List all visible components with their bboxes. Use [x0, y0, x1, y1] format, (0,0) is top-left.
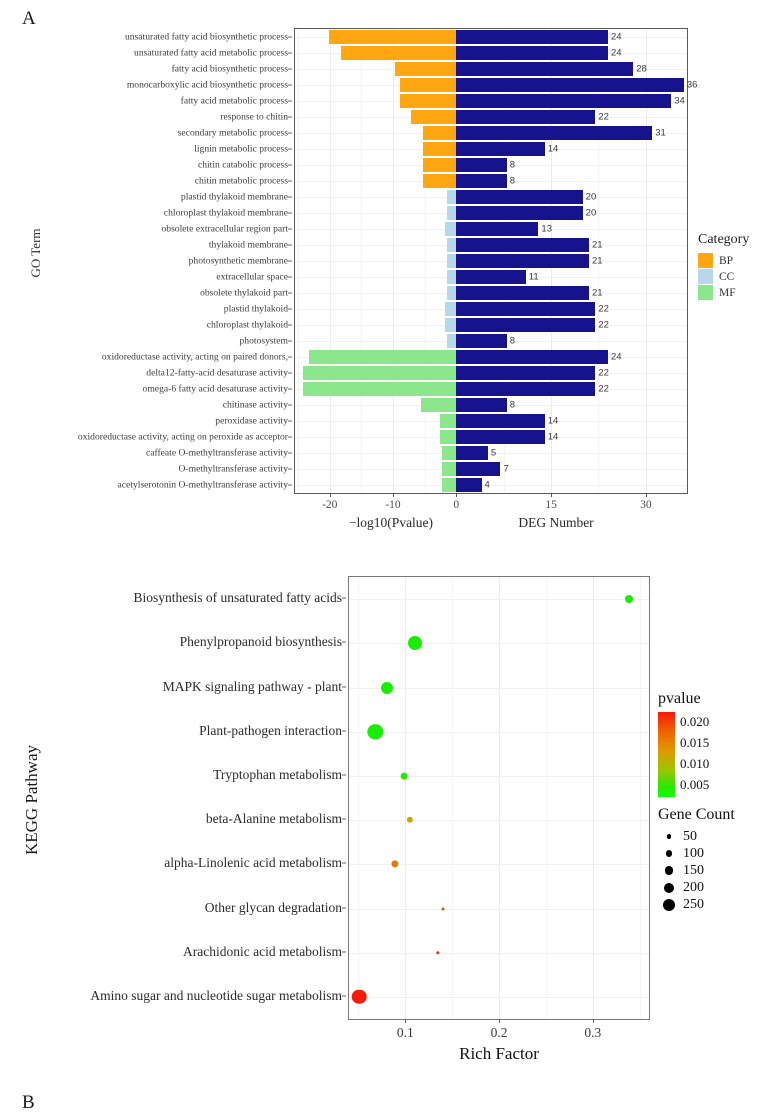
go-bar-row: [295, 142, 687, 157]
go-term-tickmark: [288, 37, 292, 38]
go-deg-value-label: 28: [636, 63, 647, 75]
go-term-label: chloroplast thylakoid: [206, 319, 288, 331]
go-term-label: plastid thylakoid membrane: [180, 191, 288, 203]
gene-count-legend-dot-cell: [658, 834, 680, 838]
panel-b-pvalue-legend-title: pvalue: [658, 690, 701, 707]
go-pvalue-bar: [445, 222, 456, 237]
go-deg-value-label: 22: [598, 383, 609, 395]
go-pvalue-bar: [442, 462, 456, 477]
panel-a-legend-title: Category: [698, 232, 750, 247]
gene-count-legend-item[interactable]: [658, 862, 735, 879]
go-deg-bar: [456, 78, 684, 93]
go-term-tickmark: [288, 69, 292, 70]
go-term-tickmark: [288, 53, 292, 54]
panel-b-y-axis-label: KEGG Pathway: [22, 745, 41, 856]
go-pvalue-bar: [400, 94, 456, 109]
go-term-label: omega-6 fatty acid desaturase activity: [142, 383, 288, 395]
panel-a-x-tick-label: 30: [640, 499, 652, 511]
go-bar-row: [295, 238, 687, 253]
go-deg-bar: [456, 270, 526, 285]
go-term-tickmark: [288, 453, 292, 454]
go-term-label: peroxidase activity: [215, 415, 288, 427]
go-pvalue-bar: [395, 62, 456, 77]
go-deg-bar: [456, 174, 507, 189]
kegg-pathway-tickmark: [342, 995, 346, 996]
go-deg-value-label: 22: [598, 319, 609, 331]
panel-a-x-tick-label: -10: [385, 499, 401, 511]
go-deg-value-label: 22: [598, 303, 609, 315]
panel-b-x-axis-label: Rich Factor: [459, 1044, 539, 1063]
panel-a-plot-area: [294, 28, 698, 494]
go-deg-bar: [456, 286, 589, 301]
kegg-pathway-tickmark: [342, 951, 346, 952]
kegg-bubble-point[interactable]: [436, 951, 439, 954]
panel-a-legend-item[interactable]: [698, 285, 749, 300]
panel-a-legend-item[interactable]: [698, 269, 749, 284]
gene-count-legend-item[interactable]: [658, 896, 735, 913]
panel-a-y-axis-label: GO Term: [28, 228, 43, 278]
go-deg-bar: [456, 158, 507, 173]
kegg-pathway-label: Arachidonic acid metabolism: [183, 943, 342, 959]
go-deg-value-label: 21: [592, 255, 603, 267]
panel-b-x-tickmark: [405, 1019, 406, 1023]
go-pvalue-bar: [329, 30, 456, 45]
go-deg-value-label: 13: [541, 223, 552, 235]
panel-a-x-axis-label-right: DEG Number: [518, 515, 594, 530]
go-term-tickmark: [288, 405, 292, 406]
legend-item-label: BP: [719, 254, 734, 267]
legend-color-swatch: [698, 253, 713, 268]
go-deg-value-label: 24: [610, 31, 622, 43]
go-term-label: acetylserotonin O-methyltransferase activity: [117, 479, 288, 491]
go-term-tickmark: [288, 277, 292, 278]
panel-a-x-axis-label-left: −log10(Pvalue): [348, 515, 434, 530]
panel-b-gene-count-legend-items: [658, 828, 735, 913]
panel-a-category-labels: [60, 28, 292, 494]
kegg-pathway-tickmark: [342, 598, 346, 599]
go-bar-row: [295, 446, 687, 461]
go-deg-bar: [456, 94, 671, 109]
kegg-bubble-point[interactable]: [408, 636, 422, 650]
panel-b-x-tickmark: [499, 1019, 500, 1023]
go-deg-value-label: 14: [547, 415, 559, 427]
go-bar-row: [295, 382, 687, 397]
go-deg-bar: [456, 414, 545, 429]
go-term-tickmark: [288, 133, 292, 134]
go-deg-bar: [456, 126, 652, 141]
go-deg-value-label: 5: [490, 447, 497, 459]
panel-a-x-tickmark: [646, 493, 647, 497]
gene-count-legend-label: 200: [683, 879, 704, 895]
gene-count-legend-label: 50: [683, 828, 697, 844]
go-pvalue-bar: [447, 190, 456, 205]
go-term-label: obsolete extracellular region part: [161, 223, 288, 235]
go-bar-row: [295, 126, 687, 141]
go-bar-row: [295, 62, 687, 77]
go-bar-row: [295, 302, 687, 317]
go-term-label: fatty acid biosynthetic process: [171, 63, 288, 75]
gene-count-legend-dot-cell: [658, 850, 680, 856]
go-deg-bar: [456, 142, 545, 157]
go-pvalue-bar: [447, 238, 456, 253]
go-deg-bar: [456, 238, 589, 253]
go-deg-value-label: 20: [585, 207, 597, 219]
kegg-pathway-tickmark: [342, 774, 346, 775]
kegg-pathway-label: beta-Alanine metabolism: [205, 811, 342, 827]
gene-count-legend-dot-cell: [658, 866, 680, 874]
go-pvalue-bar: [447, 334, 456, 349]
go-term-label: plastid thylakoid: [223, 303, 288, 315]
panel-a-x-tickmark: [393, 493, 394, 497]
gene-count-legend-dot-cell: [658, 883, 680, 893]
go-term-tickmark: [288, 181, 292, 182]
pvalue-legend-tick-label: 0.010: [680, 756, 710, 771]
go-deg-value-label: 8: [509, 159, 516, 171]
go-bar-row: [295, 190, 687, 205]
go-deg-value-label: 4: [484, 479, 490, 491]
go-pvalue-bar: [447, 254, 456, 269]
go-bar-row: [295, 430, 687, 445]
panel-a-x-tickmark: [551, 493, 552, 497]
kegg-pathway-label: alpha-Linolenic acid metabolism: [164, 855, 342, 871]
go-bar-row: [295, 222, 687, 237]
go-pvalue-bar: [440, 430, 456, 445]
gene-count-legend-dot: [663, 899, 675, 911]
go-pvalue-bar: [445, 318, 456, 333]
kegg-bubble-point[interactable]: [381, 682, 393, 694]
gene-count-legend-dot: [664, 883, 674, 893]
kegg-pathway-label: Amino sugar and nucleotide sugar metabolism: [90, 987, 342, 1003]
go-term-tickmark: [288, 485, 292, 486]
go-term-label: unsaturated fatty acid metabolic process: [134, 47, 288, 59]
gene-count-legend-label: 250: [683, 896, 704, 912]
kegg-pathway-label: Phenylpropanoid biosynthesis: [179, 634, 342, 650]
go-term-tickmark: [288, 373, 292, 374]
go-pvalue-bar: [440, 414, 456, 429]
go-deg-bar: [456, 350, 608, 365]
pvalue-colorbar: [658, 712, 675, 797]
go-term-tickmark: [288, 85, 292, 86]
go-term-label: secondary metabolic process: [177, 127, 288, 139]
go-term-label: oxidoreductase activity, acting on paired donors,: [101, 351, 288, 363]
go-deg-bar: [456, 318, 595, 333]
go-term-label: response to chitin: [220, 111, 288, 123]
go-term-tickmark: [288, 293, 292, 294]
go-deg-bar: [456, 366, 595, 381]
panel-b-x-tick-label: 0.3: [584, 1025, 602, 1040]
go-term-label: lignin metabolic process: [194, 143, 288, 155]
go-pvalue-bar: [303, 366, 457, 381]
go-term-label: photosynthetic membrane: [188, 255, 288, 267]
go-pvalue-bar: [400, 78, 456, 93]
gene-count-legend-dot: [667, 834, 671, 838]
kegg-bubble-point[interactable]: [368, 724, 383, 739]
panel-a-legend-items: [698, 253, 749, 300]
panel-a-x-tick-label: 0: [453, 499, 460, 511]
go-term-tickmark: [288, 389, 292, 390]
go-deg-bar: [456, 206, 582, 221]
go-deg-bar: [456, 110, 595, 125]
panel-a-x-tick-label: -20: [322, 499, 338, 511]
kegg-bubble-point[interactable]: [352, 990, 367, 1005]
go-pvalue-bar: [341, 46, 456, 61]
go-term-tickmark: [288, 261, 292, 262]
go-term-tickmark: [288, 165, 292, 166]
legend-color-swatch: [698, 269, 713, 284]
kegg-bubble-point[interactable]: [401, 772, 408, 779]
panel-b-plot-area: [348, 576, 650, 1020]
go-bar-row: [295, 30, 687, 45]
panel-a-legend: [698, 232, 749, 301]
go-bar-row: [295, 270, 687, 285]
kegg-pathway-tickmark: [342, 819, 346, 820]
kegg-bubble-point[interactable]: [407, 817, 413, 823]
go-term-tickmark: [288, 309, 292, 310]
panel-a-legend-item[interactable]: [698, 253, 749, 268]
go-pvalue-bar: [423, 142, 456, 157]
go-bar-row: [295, 94, 687, 109]
panel-a-x-tickmark: [330, 493, 331, 497]
go-term-tickmark: [288, 197, 292, 198]
go-bar-row: [295, 414, 687, 429]
go-deg-bar: [456, 46, 608, 61]
go-term-tickmark: [288, 245, 292, 246]
go-bar-row: [295, 46, 687, 61]
go-deg-bar: [456, 446, 488, 461]
legend-item-label: MF: [719, 286, 736, 299]
kegg-bubble-point[interactable]: [441, 907, 444, 910]
panel-b-x-tick-label: 0.2: [490, 1025, 508, 1040]
go-term-label: oxidoreductase activity, acting on peroxide as acceptor: [77, 431, 288, 443]
go-deg-bar: [456, 462, 500, 477]
go-term-label: delta12-fatty-acid desaturase activity: [146, 367, 288, 379]
go-term-label: photosystem: [239, 335, 288, 347]
go-pvalue-bar: [447, 270, 456, 285]
go-term-tickmark: [288, 469, 292, 470]
go-term-label: caffeate O-methyltransferase activity: [145, 447, 288, 459]
go-bar-row: [295, 366, 687, 381]
go-deg-bar: [456, 302, 595, 317]
gene-count-legend-dot-cell: [658, 899, 680, 911]
panel-b-pvalue-legend: [658, 690, 736, 797]
pvalue-colorbar-ticks: [680, 712, 736, 797]
panel-b-letter: B: [22, 1092, 35, 1113]
go-term-label: unsaturated fatty acid biosynthetic process: [124, 31, 288, 43]
go-term-label: fatty acid metabolic process: [180, 95, 288, 107]
go-deg-value-label: 8: [509, 335, 516, 347]
gene-count-legend-item[interactable]: [658, 828, 735, 845]
go-deg-value-label: 36: [686, 79, 698, 91]
kegg-bubble-point[interactable]: [391, 861, 398, 868]
go-deg-bar: [456, 190, 582, 205]
go-deg-value-label: 24: [610, 351, 622, 363]
pvalue-legend-tick-label: 0.015: [680, 735, 710, 750]
kegg-pathway-label: Biosynthesis of unsaturated fatty acids: [133, 590, 342, 606]
go-deg-bar: [456, 398, 507, 413]
kegg-pathway-label: MAPK signaling pathway - plant: [162, 678, 342, 694]
go-term-tickmark: [288, 421, 292, 422]
panel-a-x-tick-label: 15: [545, 499, 557, 511]
go-deg-value-label: 22: [598, 111, 609, 123]
panel-b-x-axis-ticks: [348, 1023, 650, 1041]
go-term-tickmark: [288, 437, 292, 438]
panel-a-letter: A: [22, 8, 36, 29]
go-pvalue-bar: [421, 398, 456, 413]
go-term-label: chitin metabolic process: [194, 175, 288, 187]
go-deg-value-label: 8: [509, 399, 516, 411]
go-deg-value-label: 20: [585, 191, 597, 203]
go-term-label: chloroplast thylakoid membrane: [163, 207, 288, 219]
legend-color-swatch: [698, 285, 713, 300]
go-deg-value-label: 14: [547, 431, 559, 443]
kegg-pathway-tickmark: [342, 730, 346, 731]
go-deg-bar: [456, 382, 595, 397]
legend-item-label: CC: [719, 270, 735, 283]
go-bar-row: [295, 78, 698, 93]
go-term-label: chitinase activity: [222, 399, 288, 411]
go-bar-row: [295, 286, 687, 301]
go-bar-row: [295, 158, 687, 173]
gene-count-legend-label: 150: [683, 862, 704, 878]
panel-b-x-tick-label: 0.1: [396, 1025, 414, 1040]
kegg-pathway-label: Plant-pathogen interaction: [199, 722, 342, 738]
gene-count-legend-dot: [666, 850, 672, 856]
go-deg-value-label: 11: [528, 271, 539, 283]
kegg-pathway-label: Tryptophan metabolism: [213, 766, 342, 782]
kegg-pathway-tickmark: [342, 642, 346, 643]
go-deg-bar: [456, 30, 608, 45]
go-deg-bar: [456, 478, 481, 493]
go-deg-value-label: 7: [503, 463, 509, 475]
go-deg-value-label: 21: [592, 287, 603, 299]
go-deg-bar: [456, 222, 538, 237]
go-bar-row: [295, 350, 687, 365]
go-deg-value-label: 14: [547, 143, 559, 155]
panel-b-pathway-labels: [10, 576, 346, 1020]
go-term-tickmark: [288, 149, 292, 150]
go-deg-value-label: 22: [598, 367, 609, 379]
go-term-tickmark: [288, 325, 292, 326]
go-pvalue-bar: [445, 302, 456, 317]
go-bar-row: [295, 334, 687, 349]
go-deg-bar: [456, 254, 589, 269]
go-deg-value-label: 21: [592, 239, 603, 251]
go-pvalue-bar: [447, 206, 456, 221]
panel-a-x-tickmark: [456, 493, 457, 497]
kegg-pathway-tickmark: [342, 686, 346, 687]
go-bar-row: [295, 478, 687, 493]
pvalue-legend-tick-label: 0.005: [680, 777, 710, 792]
gene-count-legend-item[interactable]: [658, 845, 735, 862]
panel-b-gene-count-legend-title: Gene Count: [658, 806, 735, 823]
go-pvalue-bar: [303, 382, 457, 397]
go-pvalue-bar: [423, 158, 456, 173]
go-deg-value-label: 8: [509, 175, 516, 187]
go-term-label: O-methyltransferase activity: [178, 463, 288, 475]
go-pvalue-bar: [411, 110, 457, 125]
go-bar-row: [295, 254, 687, 269]
pvalue-legend-tick-label: 0.020: [680, 714, 710, 729]
go-term-tickmark: [288, 117, 292, 118]
go-pvalue-bar: [442, 478, 456, 493]
kegg-bubble-point[interactable]: [625, 595, 633, 603]
go-pvalue-bar: [423, 174, 456, 189]
go-pvalue-bar: [423, 126, 456, 141]
panel-b-gene-count-legend: [658, 806, 735, 913]
go-term-label: obsolete thylakoid part: [200, 287, 288, 299]
panel-a-x-axis-ticks: [294, 497, 688, 513]
gene-count-legend-label: 100: [683, 845, 704, 861]
go-bar-row: [295, 110, 687, 125]
go-bar-row: [295, 206, 687, 221]
go-pvalue-bar: [442, 446, 456, 461]
go-bar-row: [295, 174, 687, 189]
go-term-tickmark: [288, 101, 292, 102]
gene-count-legend-item[interactable]: [658, 879, 735, 896]
go-deg-bar: [456, 430, 545, 445]
kegg-pathway-tickmark: [342, 863, 346, 864]
go-deg-value-label: 31: [655, 127, 666, 139]
go-term-tickmark: [288, 341, 292, 342]
kegg-pathway-tickmark: [342, 907, 346, 908]
go-bar-row: [295, 462, 687, 477]
go-term-label: chitin catabolic process: [197, 159, 288, 171]
go-term-label: monocarboxylic acid biosynthetic process: [126, 79, 288, 91]
panel-a-go-enrichment-chart: [0, 0, 767, 540]
go-deg-bar: [456, 62, 633, 77]
go-term-tickmark: [288, 357, 292, 358]
go-bar-row: [295, 398, 687, 413]
go-term-label: extracellular space: [216, 271, 288, 283]
go-deg-bar: [456, 334, 507, 349]
kegg-pathway-label: Other glycan degradation: [204, 899, 342, 915]
go-deg-value-label: 24: [610, 47, 622, 59]
go-term-label: thylakoid membrane: [208, 239, 288, 251]
gene-count-legend-dot: [665, 866, 673, 874]
go-deg-value-label: 34: [674, 95, 685, 107]
panel-b-x-tickmark: [593, 1019, 594, 1023]
go-pvalue-bar: [447, 286, 456, 301]
go-term-tickmark: [288, 229, 292, 230]
go-pvalue-bar: [309, 350, 456, 365]
go-term-tickmark: [288, 213, 292, 214]
go-bar-row: [295, 318, 687, 333]
